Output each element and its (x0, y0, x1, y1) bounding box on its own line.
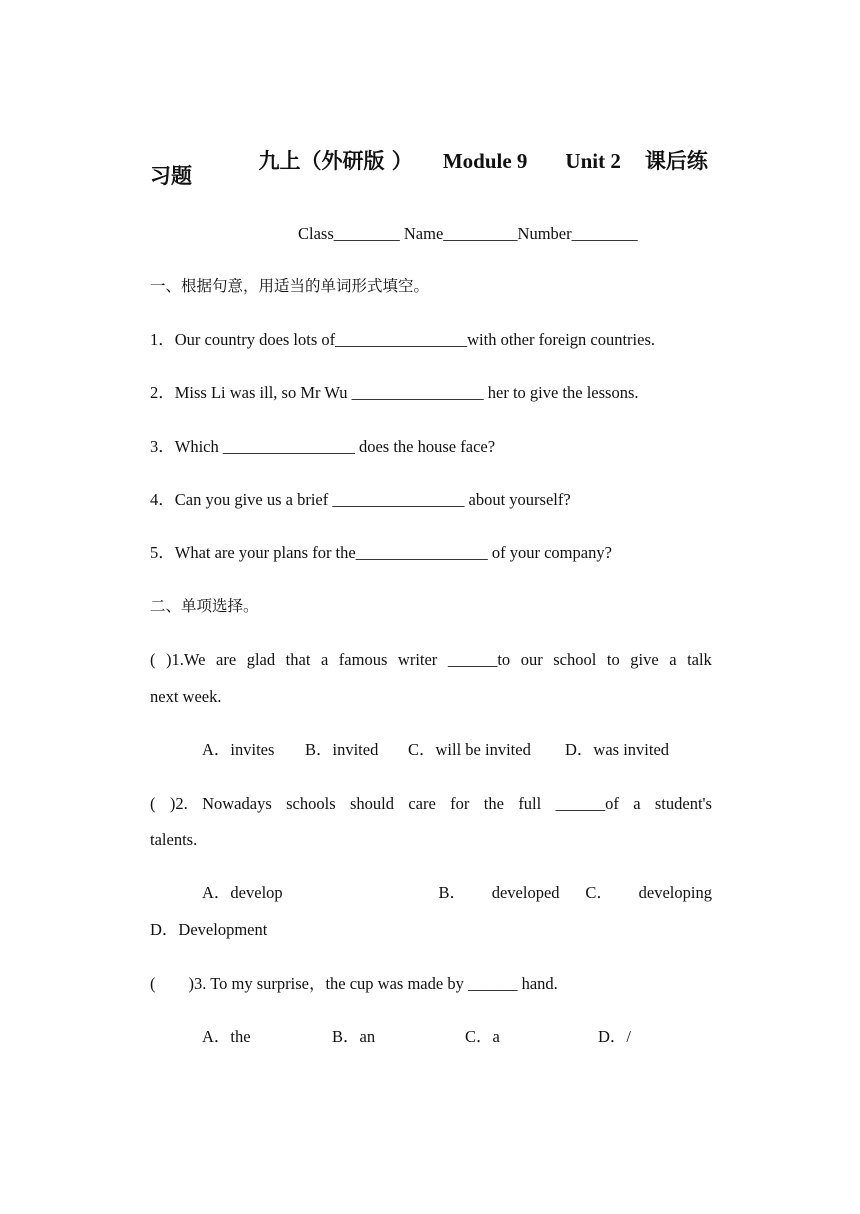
q1-word: school (553, 650, 597, 669)
title-suffix: 课后练 (644, 149, 708, 173)
q1-word: talk (687, 650, 712, 669)
q2-option-a: A．develop (202, 883, 283, 902)
q2-word: )2. (169, 794, 188, 813)
q1-word: are (216, 650, 237, 669)
q2-word: ______of (555, 794, 619, 813)
q2-option-d: D．Development (150, 920, 268, 939)
q1-word: )1.We (166, 650, 206, 669)
q1-word: that (285, 650, 311, 669)
question-2-line1 (150, 796, 712, 813)
q2-word: ( (150, 794, 156, 813)
title-unit: Unit 2 (565, 149, 621, 173)
q2-option-b-label: B． (438, 883, 466, 902)
question-3-line1: ( )3. To my surprise，the cup was made by ______ hand. (150, 974, 558, 993)
fill-blank-item: 2．Miss Li was ill, so Mr Wu ________________ her to give the lessons. (150, 383, 639, 402)
q3-option-c: C．a (465, 1027, 500, 1046)
q2-word: student's (654, 794, 712, 813)
fill-blank-item: 5．What are your plans for the________________ of your company? (150, 543, 612, 562)
q3-option-d: D．/ (598, 1027, 631, 1046)
q2-word: should (349, 794, 394, 813)
q2-word: a (633, 794, 641, 813)
q2-option-c-label: C． (585, 883, 613, 902)
q3-option-b: B．an (332, 1027, 376, 1046)
q1-word: a (669, 650, 677, 669)
fill-blank-item: 1．Our country does lots of________________with other foreign countries. (150, 330, 656, 349)
student-info-line: Class________ Name_________Number________ (298, 224, 638, 243)
q1-option-c: C．will be invited (408, 740, 531, 759)
q2-option-c-text: developing (638, 883, 712, 902)
q1-word: our (520, 650, 543, 669)
q1-word: to (606, 650, 620, 669)
section2-heading: 二、单项选择。 (150, 597, 259, 615)
question-1-line2: next week. (150, 687, 222, 706)
q1-option-d: D．was invited (565, 740, 670, 759)
q1-word: ______to (447, 650, 511, 669)
section1-heading: 一、根据句意，用适当的单词形式填空。 (150, 277, 430, 295)
question-1-line1 (150, 652, 712, 669)
q2-word: full (518, 794, 542, 813)
question-2-line2: talents. (150, 830, 198, 849)
q2-word: schools (286, 794, 336, 813)
document-title-line2: 习题 (150, 164, 192, 188)
q2-option-b-text: developed (491, 883, 560, 902)
q2-word: Nowadays (202, 794, 272, 813)
document-title-line1 (248, 130, 708, 172)
q1-word: famous (338, 650, 388, 669)
q2-word: care (408, 794, 436, 813)
q2-word: the (483, 794, 504, 813)
fill-blank-item: 4．Can you give us a brief ________________ about yourself? (150, 490, 571, 509)
q1-option-a: A．invites (202, 740, 275, 759)
q1-word: writer (397, 650, 438, 669)
q1-word: glad (246, 650, 276, 669)
q1-option-b: B．invited (305, 740, 379, 759)
fill-blank-item: 3．Which ________________ does the house face? (150, 437, 496, 456)
title-cn: 九上（外研版 ） (258, 149, 413, 173)
q2-options-line (202, 885, 712, 902)
q1-word: a (320, 650, 329, 669)
q2-word: for (450, 794, 470, 813)
q1-word: give (630, 650, 659, 669)
q3-option-a: A．the (202, 1027, 251, 1046)
title-module: Module 9 (442, 149, 528, 173)
q1-word: ( (150, 650, 156, 669)
